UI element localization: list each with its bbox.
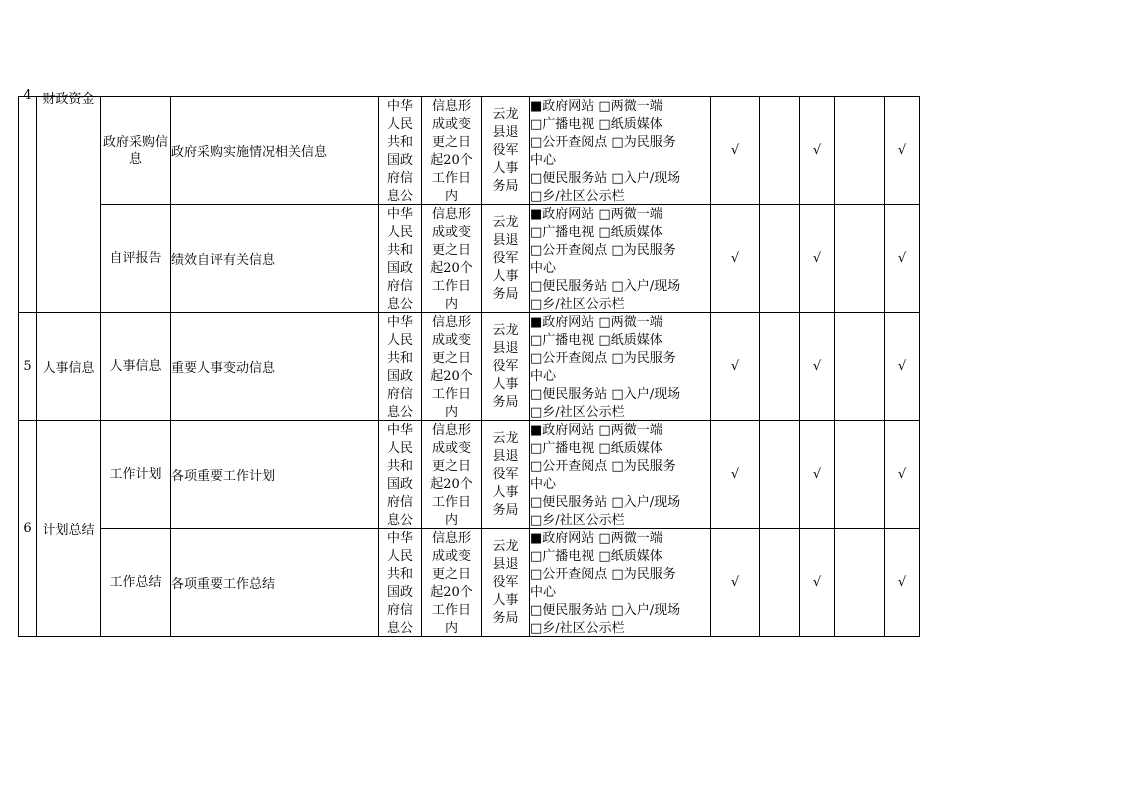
basis-line: 国政	[386, 260, 413, 276]
basis-line: 府信	[386, 278, 413, 294]
channel-line: □便民服务站 □入户/现场	[530, 602, 681, 618]
timing-line: 成或变	[431, 116, 471, 132]
basis-cell	[379, 529, 422, 637]
channels-cell	[530, 421, 711, 529]
subject-line: 县退	[492, 448, 519, 464]
channel-line: ■政府网站 □两微一端	[530, 422, 663, 438]
basis-line: 共和	[386, 566, 413, 582]
timing-line: 成或变	[431, 224, 471, 240]
channels-cell	[530, 313, 711, 421]
table-row	[19, 97, 920, 205]
basis-line: 人民	[386, 332, 413, 348]
timing-line: 起20个	[430, 476, 473, 492]
timing-line: 成或变	[431, 332, 471, 348]
timing-line: 工作日	[431, 602, 471, 618]
basis-cell	[379, 97, 422, 205]
subject-cell	[482, 205, 530, 313]
timing-line: 内	[444, 296, 458, 312]
basis-line: 国政	[386, 368, 413, 384]
timing-line: 起20个	[430, 584, 473, 600]
content-cell	[171, 97, 379, 205]
content-text: 政府采购实施情况相关信息	[171, 145, 328, 160]
disclosure-table-sheet	[18, 88, 919, 638]
timing-line: 成或变	[431, 548, 471, 564]
subject-line: 役军	[492, 142, 519, 158]
channel-line: □广播电视 □纸质媒体	[530, 548, 663, 564]
timing-line: 信息形	[431, 98, 471, 114]
basis-line: 人民	[386, 548, 413, 564]
channel-line: □乡/社区公示栏	[530, 296, 625, 312]
basis-line: 中华	[386, 98, 413, 114]
check-cell	[835, 205, 885, 313]
timing-line: 信息形	[431, 422, 471, 438]
row-number-cell	[19, 313, 37, 421]
timing-line: 内	[444, 188, 458, 204]
timing-line: 内	[444, 404, 458, 420]
subject-line: 人事	[492, 160, 519, 176]
content-cell	[171, 205, 379, 313]
subject-line: 云龙	[492, 538, 519, 554]
timing-cell	[422, 529, 482, 637]
subcategory-label: 人事信息	[109, 359, 162, 374]
channels-cell	[530, 205, 711, 313]
basis-line: 国政	[386, 476, 413, 492]
content-cell	[171, 313, 379, 421]
basis-line: 息公	[386, 296, 413, 312]
basis-line: 共和	[386, 134, 413, 150]
channel-line: 中心	[530, 476, 557, 492]
subject-cell	[482, 97, 530, 205]
basis-line: 息公	[386, 188, 413, 204]
channel-line: □乡/社区公示栏	[530, 404, 625, 420]
disclosure-table	[18, 88, 920, 637]
content-cell	[171, 529, 379, 637]
table-row	[19, 421, 920, 529]
check-cell: √	[711, 421, 760, 529]
channel-line: □广播电视 □纸质媒体	[530, 440, 663, 456]
timing-line: 成或变	[431, 440, 471, 456]
subcategory-cell	[101, 205, 171, 313]
timing-line: 工作日	[431, 278, 471, 294]
subcategory-label: 自评报告	[109, 251, 162, 266]
channel-line: ■政府网站 □两微一端	[530, 206, 663, 222]
channel-line: 中心	[530, 368, 557, 384]
subject-line: 务局	[492, 394, 519, 410]
check-cell	[835, 529, 885, 637]
subject-line: 人事	[492, 592, 519, 608]
subject-line: 县退	[492, 124, 519, 140]
row-number: 5	[23, 359, 32, 374]
check-cell: √	[885, 421, 920, 529]
subcategory-cell	[101, 313, 171, 421]
subject-line: 县退	[492, 232, 519, 248]
timing-line: 起20个	[430, 152, 473, 168]
subject-line: 务局	[492, 502, 519, 518]
content-cell	[171, 421, 379, 529]
channel-line: □乡/社区公示栏	[530, 512, 625, 528]
category-cell	[37, 313, 101, 421]
content-text: 重要人事变动信息	[171, 361, 276, 376]
basis-line: 中华	[386, 314, 413, 330]
subcategory-label: 工作总结	[109, 575, 162, 590]
channel-line: 中心	[530, 152, 557, 168]
subcategory-cell	[101, 97, 171, 205]
subject-line: 务局	[492, 178, 519, 194]
content-text: 各项重要工作计划	[171, 469, 276, 484]
channel-line: □广播电视 □纸质媒体	[530, 332, 663, 348]
timing-line: 更之日	[431, 566, 471, 582]
basis-line: 共和	[386, 458, 413, 474]
channel-line: □公开查阅点 □为民服务	[530, 134, 676, 150]
check-cell: √	[800, 97, 835, 205]
check-cell	[760, 313, 800, 421]
subject-line: 县退	[492, 340, 519, 356]
subject-line: 县退	[492, 556, 519, 572]
subject-line: 役军	[492, 250, 519, 266]
channel-line: □便民服务站 □入户/现场	[530, 386, 681, 402]
channels-cell	[530, 529, 711, 637]
check-cell	[760, 97, 800, 205]
channels-cell	[530, 97, 711, 205]
subject-cell	[482, 421, 530, 529]
category-cell	[37, 421, 101, 637]
category-cell	[37, 92, 101, 313]
basis-cell	[379, 205, 422, 313]
timing-line: 更之日	[431, 458, 471, 474]
channel-line: □公开查阅点 □为民服务	[530, 458, 676, 474]
channel-line: ■政府网站 □两微一端	[530, 530, 663, 546]
check-cell	[760, 529, 800, 637]
subject-line: 云龙	[492, 430, 519, 446]
timing-line: 信息形	[431, 530, 471, 546]
subject-line: 云龙	[492, 322, 519, 338]
check-cell	[835, 313, 885, 421]
channel-line: □乡/社区公示栏	[530, 620, 625, 636]
subject-line: 云龙	[492, 106, 519, 122]
content-text: 各项重要工作总结	[171, 577, 276, 592]
table-row	[19, 529, 920, 637]
subject-line: 役军	[492, 358, 519, 374]
timing-line: 更之日	[431, 242, 471, 258]
timing-line: 信息形	[431, 314, 471, 330]
row-number: 6	[23, 521, 32, 536]
basis-line: 共和	[386, 242, 413, 258]
check-cell: √	[711, 529, 760, 637]
check-cell: √	[711, 205, 760, 313]
timing-line: 内	[444, 512, 458, 528]
timing-cell	[422, 97, 482, 205]
channel-line: □公开查阅点 □为民服务	[530, 242, 676, 258]
check-cell	[760, 205, 800, 313]
subject-line: 人事	[492, 268, 519, 284]
channel-line: □公开查阅点 □为民服务	[530, 350, 676, 366]
category-label: 计划总结	[42, 523, 95, 538]
subject-line: 人事	[492, 484, 519, 500]
channel-line: □便民服务站 □入户/现场	[530, 494, 681, 510]
table-row	[19, 313, 920, 421]
subject-line: 人事	[492, 376, 519, 392]
content-text: 绩效自评有关信息	[171, 253, 276, 268]
basis-line: 人民	[386, 116, 413, 132]
timing-line: 工作日	[431, 494, 471, 510]
basis-line: 息公	[386, 620, 413, 636]
check-cell: √	[711, 313, 760, 421]
basis-line: 府信	[386, 602, 413, 618]
subcategory-label: 政府采购信息	[102, 134, 168, 167]
timing-line: 更之日	[431, 350, 471, 366]
basis-line: 息公	[386, 512, 413, 528]
basis-line: 息公	[386, 404, 413, 420]
timing-line: 工作日	[431, 386, 471, 402]
timing-line: 起20个	[430, 368, 473, 384]
timing-line: 起20个	[430, 260, 473, 276]
subject-cell	[482, 529, 530, 637]
check-cell: √	[885, 97, 920, 205]
basis-line: 中华	[386, 530, 413, 546]
channel-line: □便民服务站 □入户/现场	[530, 278, 681, 294]
basis-line: 中华	[386, 422, 413, 438]
channel-line: □乡/社区公示栏	[530, 188, 625, 204]
row-number-cell	[19, 88, 37, 313]
basis-line: 国政	[386, 584, 413, 600]
timing-line: 工作日	[431, 170, 471, 186]
subject-line: 云龙	[492, 214, 519, 230]
check-cell: √	[800, 205, 835, 313]
check-cell	[835, 97, 885, 205]
basis-line: 府信	[386, 494, 413, 510]
timing-line: 内	[444, 620, 458, 636]
channel-line: 中心	[530, 260, 557, 276]
subject-line: 务局	[492, 610, 519, 626]
check-cell	[760, 421, 800, 529]
basis-line: 府信	[386, 170, 413, 186]
check-cell	[835, 421, 885, 529]
basis-line: 人民	[386, 440, 413, 456]
row-number-cell	[19, 421, 37, 637]
timing-line: 更之日	[431, 134, 471, 150]
check-cell: √	[885, 205, 920, 313]
check-cell: √	[800, 313, 835, 421]
subject-line: 役军	[492, 466, 519, 482]
channel-line: □公开查阅点 □为民服务	[530, 566, 676, 582]
channel-line: □便民服务站 □入户/现场	[530, 170, 681, 186]
basis-line: 府信	[386, 386, 413, 402]
basis-line: 共和	[386, 350, 413, 366]
category-label: 财政资金	[42, 92, 95, 107]
basis-cell	[379, 313, 422, 421]
check-cell: √	[711, 97, 760, 205]
table-row	[19, 205, 920, 313]
subject-line: 役军	[492, 574, 519, 590]
check-cell: √	[885, 313, 920, 421]
basis-line: 人民	[386, 224, 413, 240]
subject-line: 务局	[492, 286, 519, 302]
basis-line: 中华	[386, 206, 413, 222]
check-cell: √	[800, 421, 835, 529]
timing-cell	[422, 313, 482, 421]
row-number: 4	[23, 88, 32, 103]
timing-line: 信息形	[431, 206, 471, 222]
basis-cell	[379, 421, 422, 529]
timing-cell	[422, 205, 482, 313]
channel-line: □广播电视 □纸质媒体	[530, 224, 663, 240]
category-label: 人事信息	[42, 361, 95, 376]
channel-line: ■政府网站 □两微一端	[530, 98, 663, 114]
channel-line: ■政府网站 □两微一端	[530, 314, 663, 330]
check-cell: √	[800, 529, 835, 637]
channel-line: □广播电视 □纸质媒体	[530, 116, 663, 132]
check-cell: √	[885, 529, 920, 637]
subcategory-label: 工作计划	[109, 467, 162, 482]
subject-cell	[482, 313, 530, 421]
channel-line: 中心	[530, 584, 557, 600]
subcategory-cell	[101, 529, 171, 637]
timing-cell	[422, 421, 482, 529]
subcategory-cell	[101, 421, 171, 529]
basis-line: 国政	[386, 152, 413, 168]
